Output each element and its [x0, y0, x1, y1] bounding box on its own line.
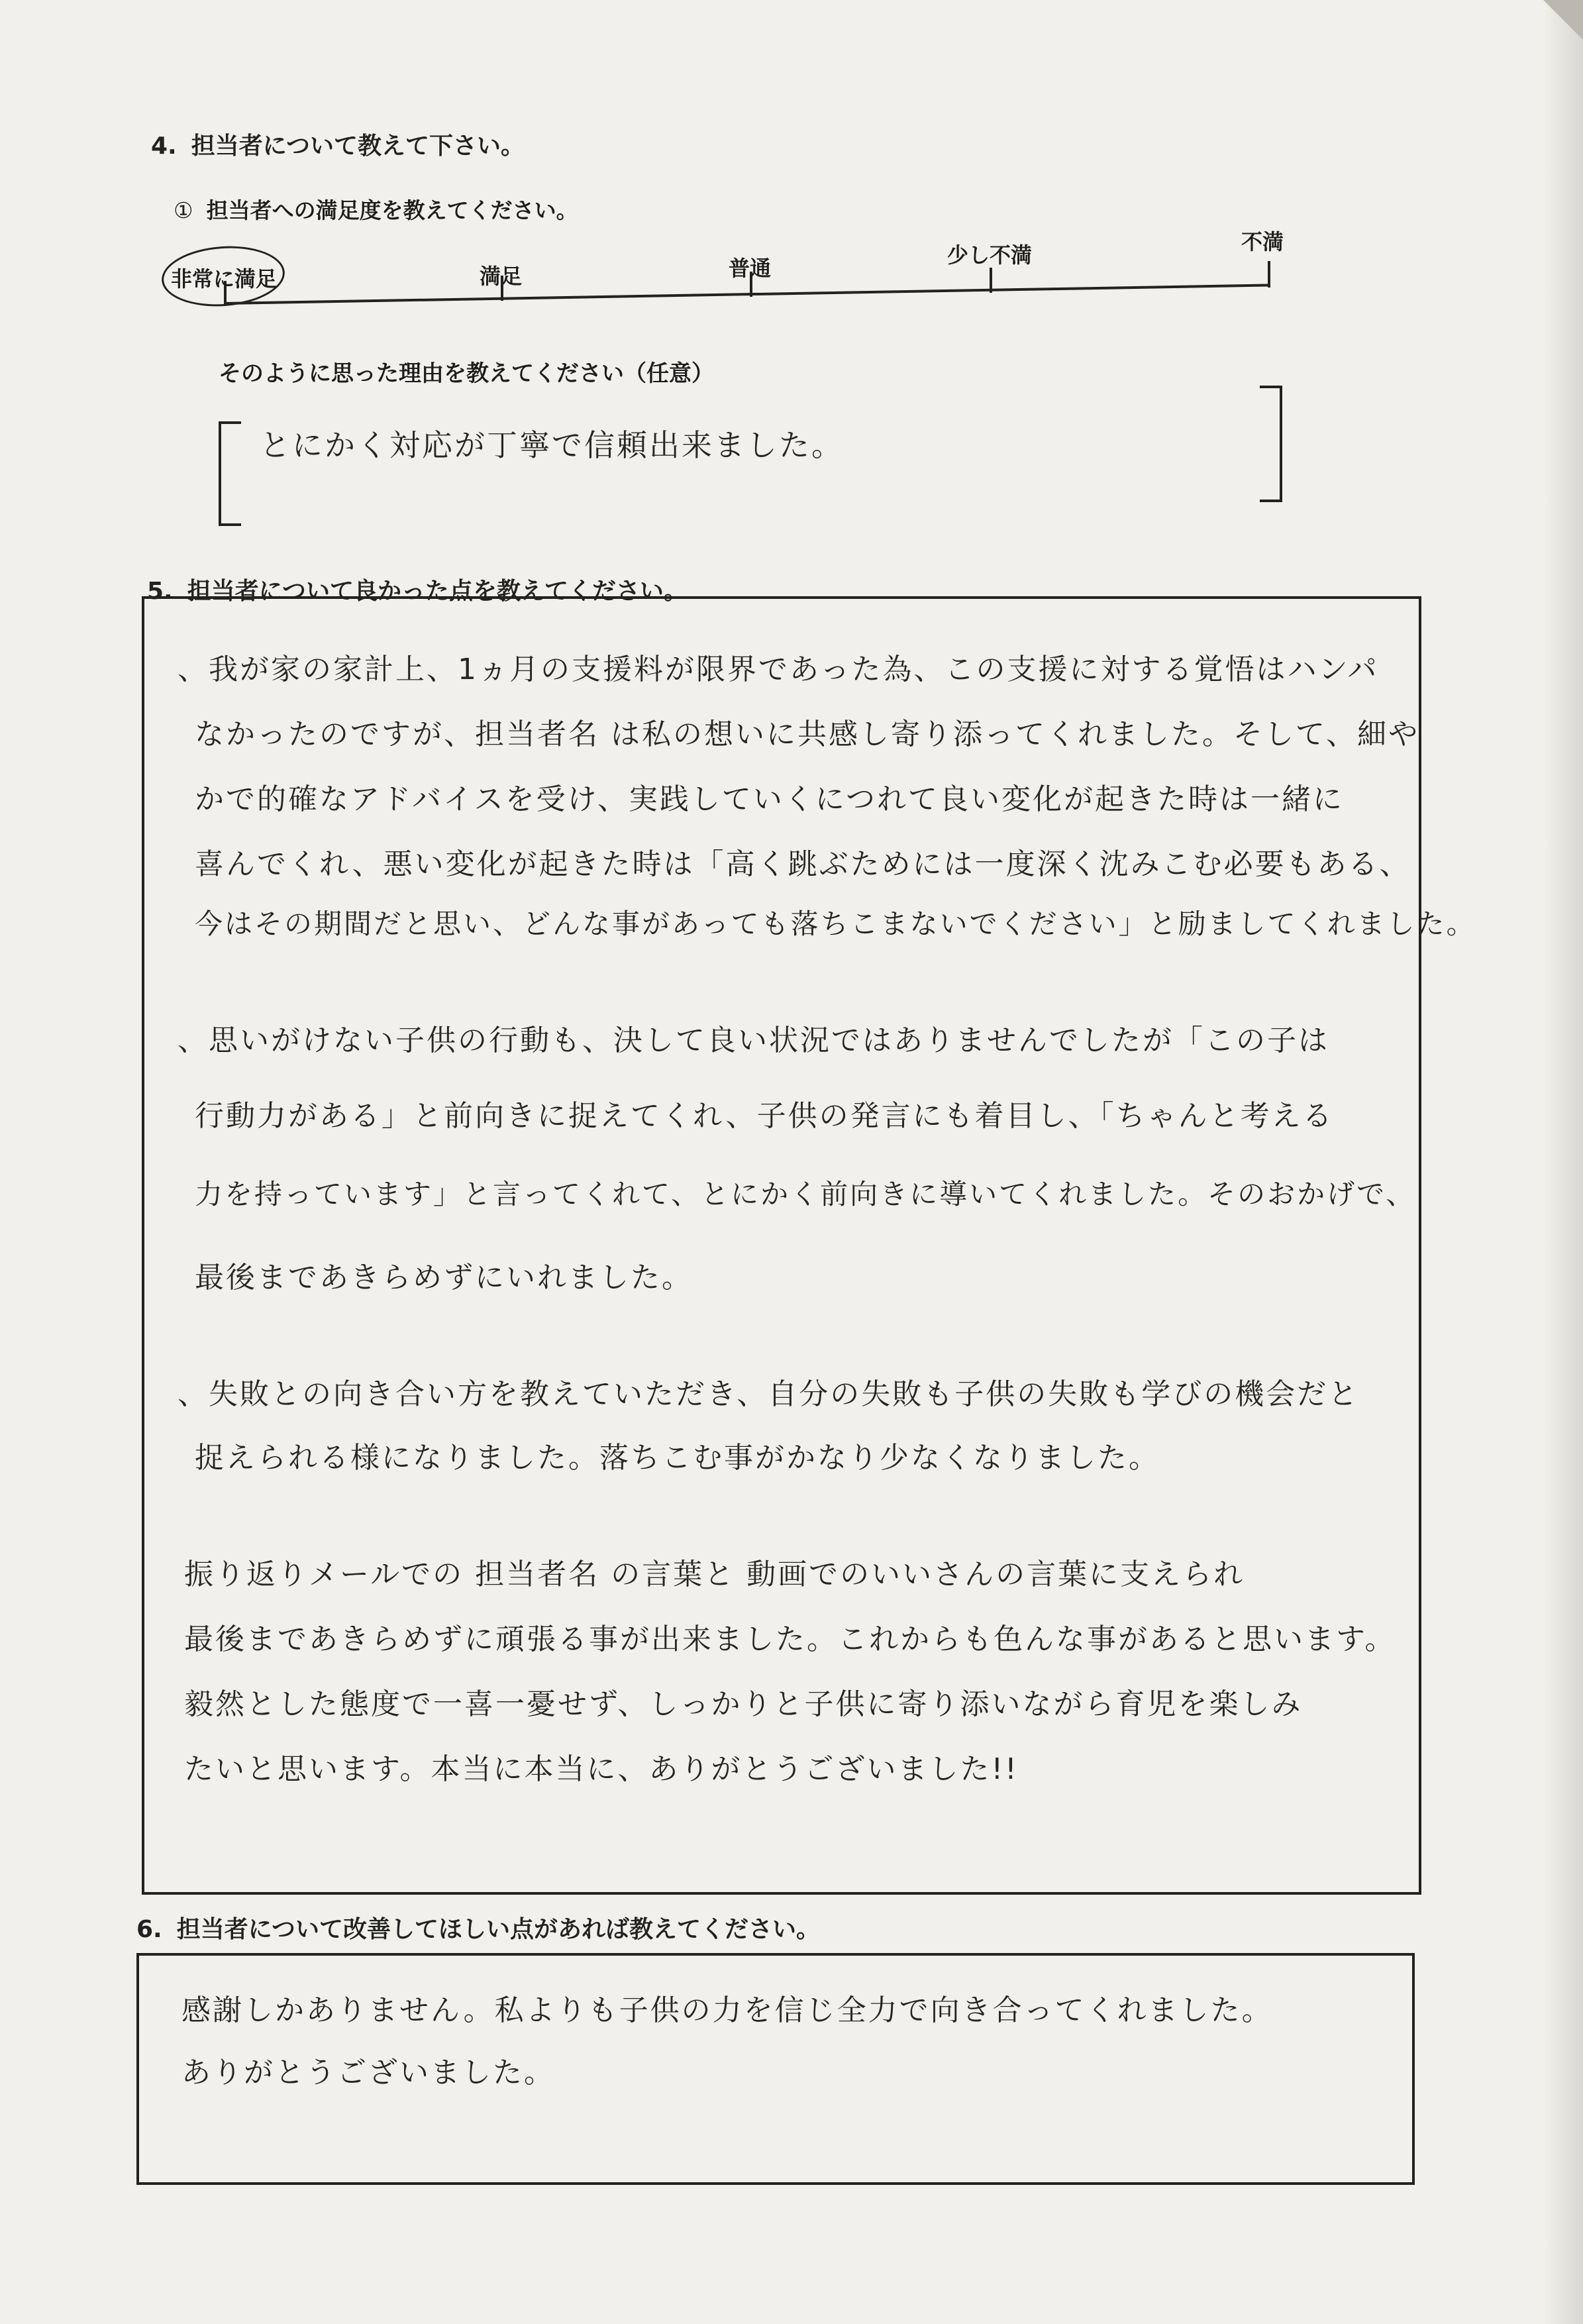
- reason-answer-text: とにかく対応が丁寧で信頼出来ました。: [260, 427, 844, 463]
- page-edge-shadow: [1543, 0, 1583, 2324]
- q5-line-2: なかったのですが、担当者名 は私の想いに共感し寄り添ってくれました。そして、細や: [195, 717, 1420, 751]
- q5-line-9: 最後まであきらめずにいれました。: [195, 1261, 693, 1294]
- q5-line-1: 、我が家の家計上、1ヵ月の支援料が限界であった為、この支援に対する覚悟はハンパ: [178, 653, 1379, 686]
- q5-answer-box: [142, 596, 1476, 1895]
- q6-line-1: 感謝しかありません。私よりも子供の力を信じ全力で向き合ってくれました。: [181, 1993, 1273, 2027]
- q5-line-14: 毅然とした態度で一喜一憂せず、しっかりと子供に寄り添いながら育児を楽しみ: [184, 1687, 1303, 1721]
- q5-line-6: 、思いがけない子供の行動も、決して良い状況ではありませんでしたが「この子は: [178, 1024, 1329, 1057]
- q5-line-11: 捉えられる様になりました。落ちこむ事がかなり少なくなりました。: [195, 1441, 1160, 1475]
- circled-one-mark: ①: [174, 197, 193, 223]
- q5-line-7: 行動力がある」と前向きに捉えてくれ、子供の発言にも着目し、「ちゃんと考える: [195, 1099, 1334, 1133]
- corner-fold: [1543, 0, 1583, 40]
- q6-number: 6.: [136, 1916, 162, 1943]
- scale-option-slightly-dissatisfied[interactable]: 少し不満: [946, 242, 1033, 268]
- q4-heading: [151, 127, 525, 161]
- q4-sub1-text: 担当者への満足度を教えてください。: [206, 197, 578, 223]
- q5-title: 担当者について良かった点を教えてください。: [187, 578, 688, 605]
- q6-heading: [136, 1911, 820, 1944]
- q6-line-2: ありがとうございました。: [181, 2056, 555, 2089]
- scale-tick-5: [1268, 261, 1270, 288]
- q6-title: 担当者について改善してほしい点があれば教えてください。: [176, 1916, 821, 1943]
- q5-line-5: 今はその期間だと思い、どんな事があっても落ちこまないでください」と励ましてくれました。: [195, 908, 1476, 940]
- reason-bracket-right: [1260, 386, 1282, 502]
- scale-option-dissatisfied[interactable]: 不満: [1241, 229, 1284, 254]
- reason-label: そのように思った理由を教えてください（任意）: [219, 360, 714, 387]
- q5-line-15: たいと思います。本当に本当に、ありがとうございました!!: [184, 1752, 1019, 1786]
- q5-number: 5.: [147, 578, 173, 605]
- q5-line-4: 喜んでくれ、悪い変化が起きた時は「高く跳ぶためには一度深く沈みこむ必要もある、: [195, 847, 1411, 881]
- q5-line-13: 最後まであきらめずに頑張る事が出来ました。これからも色んな事があると思います。: [184, 1622, 1396, 1656]
- q5-line-3: かで的確なアドバイスを受け、実践していくにつれて良い変化が起きた時は一緒に: [195, 782, 1345, 816]
- q5-line-12: 振り返りメールでの 担当者名 の言葉と 動画でのいいさんの言葉に支えられ: [184, 1558, 1245, 1591]
- q4-sub1-label: [174, 193, 578, 225]
- scale-option-neutral[interactable]: 普通: [728, 256, 772, 281]
- q4-title: 担当者について教えて下さい。: [191, 132, 525, 160]
- q6-answer-box: [136, 1953, 1415, 2185]
- q5-line-8: 力を持っています」と言ってくれて、とにかく前向きに導いてくれました。そのおかげで、: [195, 1178, 1416, 1210]
- scale-axis: [224, 284, 1269, 305]
- scale-option-very-satisfied[interactable]: 非常に満足: [170, 266, 278, 291]
- reason-bracket-left: [219, 421, 241, 526]
- q5-line-10: 、失敗との向き合い方を教えていただき、自分の失敗も子供の失敗も学びの機会だと: [178, 1377, 1360, 1411]
- selected-choice-circle: [160, 242, 287, 311]
- scale-tick-4: [990, 268, 992, 293]
- scale-option-satisfied[interactable]: 満足: [479, 264, 523, 289]
- q4-number: 4.: [151, 132, 177, 160]
